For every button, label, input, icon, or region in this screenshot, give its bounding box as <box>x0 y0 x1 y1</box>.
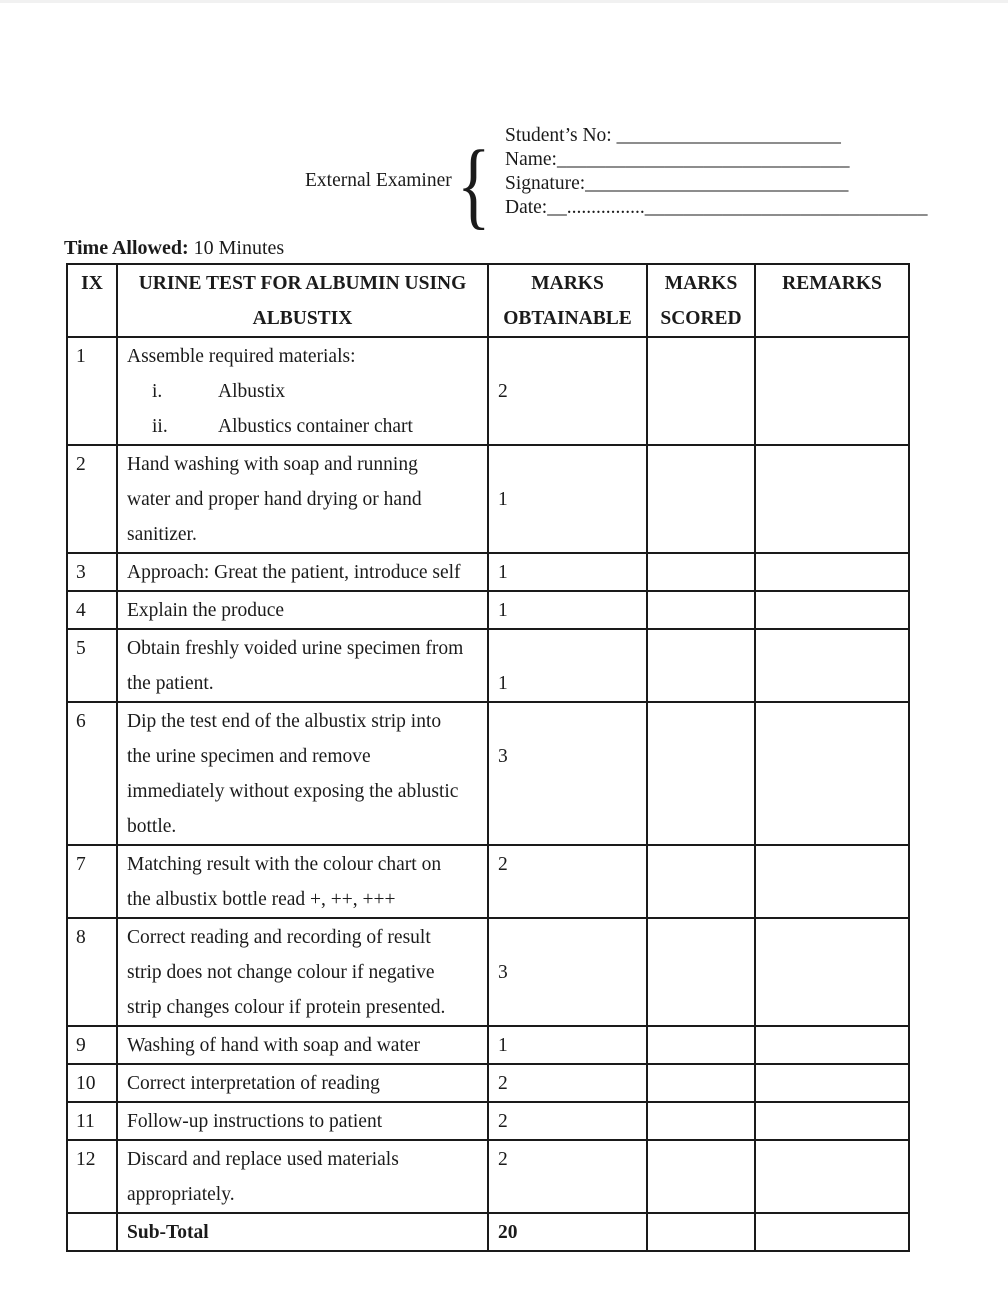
row-number-cell <box>67 1213 117 1251</box>
marks-obtainable-cell: 2 <box>488 337 647 445</box>
date-dots: ................ <box>566 197 645 218</box>
scan-edge <box>0 0 1008 3</box>
date-line <box>505 196 927 220</box>
table-header-row <box>67 264 909 337</box>
row-number-cell: 5 <box>67 629 117 702</box>
row-number-cell: 1 <box>67 337 117 445</box>
curly-brace-icon: { <box>457 131 491 238</box>
remarks-cell <box>755 1102 909 1140</box>
table-row <box>67 591 909 629</box>
description-cell: Hand washing with soap and running water and proper hand drying or hand sanitizer. <box>117 445 488 553</box>
signature-label: Signature: <box>505 173 586 194</box>
remarks-cell <box>755 918 909 1026</box>
time-allowed <box>64 237 284 260</box>
column-header: URINE TEST FOR ALBUMIN USING ALBUSTIX <box>117 264 488 337</box>
marks-obtainable-cell: 1 <box>488 445 647 553</box>
remarks-cell <box>755 591 909 629</box>
name-blank: ______________________________ <box>556 149 850 170</box>
remarks-cell <box>755 445 909 553</box>
row-number-cell: 10 <box>67 1064 117 1102</box>
column-header: REMARKS <box>755 264 909 337</box>
date-blank: _____________________________ <box>644 197 928 218</box>
column-header: IX <box>67 264 117 337</box>
date-label: Date: <box>505 197 548 218</box>
marking-table <box>66 263 910 1252</box>
marks-scored-cell <box>647 845 755 918</box>
marks-scored-cell <box>647 918 755 1026</box>
description-cell: Dip the test end of the albustix strip into the urine specimen and remove immediately without exposing the ablustic bottle. <box>117 702 488 845</box>
subtotal-row <box>67 1213 909 1251</box>
remarks-cell <box>755 553 909 591</box>
students-no-label: Student’s No: <box>505 125 617 146</box>
remarks-cell <box>755 1213 909 1251</box>
row-number-cell: 9 <box>67 1026 117 1064</box>
description-cell: Obtain freshly voided urine specimen from the patient. <box>117 629 488 702</box>
column-header: MARKS OBTAINABLE <box>488 264 647 337</box>
row-number-cell: 12 <box>67 1140 117 1213</box>
marks-scored-cell <box>647 337 755 445</box>
remarks-cell <box>755 629 909 702</box>
marks-obtainable-cell: 2 <box>488 1140 647 1213</box>
marks-scored-cell <box>647 629 755 702</box>
description-cell: Assemble required materials: i. Albustix ii. Albustics container chart <box>117 337 488 445</box>
remarks-cell <box>755 845 909 918</box>
name-line <box>505 148 927 172</box>
time-allowed-value: 10 Minutes <box>188 237 285 259</box>
marks-scored-cell <box>647 1140 755 1213</box>
remarks-cell <box>755 1140 909 1213</box>
row-number-cell: 2 <box>67 445 117 553</box>
table-row <box>67 918 909 1026</box>
description-cell: Matching result with the colour chart on the albustix bottle read +, ++, +++ <box>117 845 488 918</box>
table-row <box>67 629 909 702</box>
description-cell: Correct reading and recording of result strip does not change colour if negative strip changes colour if protein presented. <box>117 918 488 1026</box>
marks-obtainable-cell: 1 <box>488 553 647 591</box>
description-cell: Correct interpretation of reading <box>117 1064 488 1102</box>
row-number-cell: 4 <box>67 591 117 629</box>
marks-obtainable-cell: 3 <box>488 702 647 845</box>
table-row <box>67 1026 909 1064</box>
marks-scored-cell <box>647 702 755 845</box>
description-cell: Sub-Total <box>117 1213 488 1251</box>
table-row <box>67 337 909 445</box>
marks-obtainable-cell: 2 <box>488 1102 647 1140</box>
table-row <box>67 702 909 845</box>
name-label: Name: <box>505 149 557 170</box>
marks-scored-cell <box>647 1026 755 1064</box>
signature-blank: ___________________________ <box>585 173 849 194</box>
time-allowed-label: Time Allowed: <box>64 237 189 259</box>
marks-obtainable-cell: 1 <box>488 629 647 702</box>
remarks-cell <box>755 1064 909 1102</box>
description-cell: Approach: Great the patient, introduce self <box>117 553 488 591</box>
marks-obtainable-cell: 2 <box>488 845 647 918</box>
marks-obtainable-cell: 1 <box>488 1026 647 1064</box>
description-cell: Washing of hand with soap and water <box>117 1026 488 1064</box>
students-no-blank: _______________________ <box>616 125 841 146</box>
column-header: MARKS SCORED <box>647 264 755 337</box>
row-number-cell: 3 <box>67 553 117 591</box>
row-number-cell: 7 <box>67 845 117 918</box>
table-row <box>67 553 909 591</box>
students-no-line <box>505 124 927 148</box>
marks-obtainable-cell: 1 <box>488 591 647 629</box>
marks-obtainable-cell: 3 <box>488 918 647 1026</box>
description-cell: Follow-up instructions to patient <box>117 1102 488 1140</box>
description-cell: Discard and replace used materials appropriately. <box>117 1140 488 1213</box>
table-row <box>67 1064 909 1102</box>
marks-scored-cell <box>647 445 755 553</box>
table-row <box>67 1140 909 1213</box>
table-row <box>67 445 909 553</box>
row-number-cell: 11 <box>67 1102 117 1140</box>
row-number-cell: 6 <box>67 702 117 845</box>
examiner-fields <box>505 124 927 220</box>
table-row <box>67 1102 909 1140</box>
remarks-cell <box>755 1026 909 1064</box>
description-cell: Explain the produce <box>117 591 488 629</box>
marks-scored-cell <box>647 553 755 591</box>
marks-scored-cell <box>647 1213 755 1251</box>
marks-obtainable-cell: 20 <box>488 1213 647 1251</box>
table-row <box>67 845 909 918</box>
external-examiner-label: External Examiner <box>305 170 452 191</box>
marks-scored-cell <box>647 591 755 629</box>
marks-scored-cell <box>647 1102 755 1140</box>
signature-line <box>505 172 927 196</box>
marks-obtainable-cell: 2 <box>488 1064 647 1102</box>
remarks-cell <box>755 702 909 845</box>
date-blank-prefix: __ <box>547 197 567 218</box>
remarks-cell <box>755 337 909 445</box>
marks-scored-cell <box>647 1064 755 1102</box>
row-number-cell: 8 <box>67 918 117 1026</box>
